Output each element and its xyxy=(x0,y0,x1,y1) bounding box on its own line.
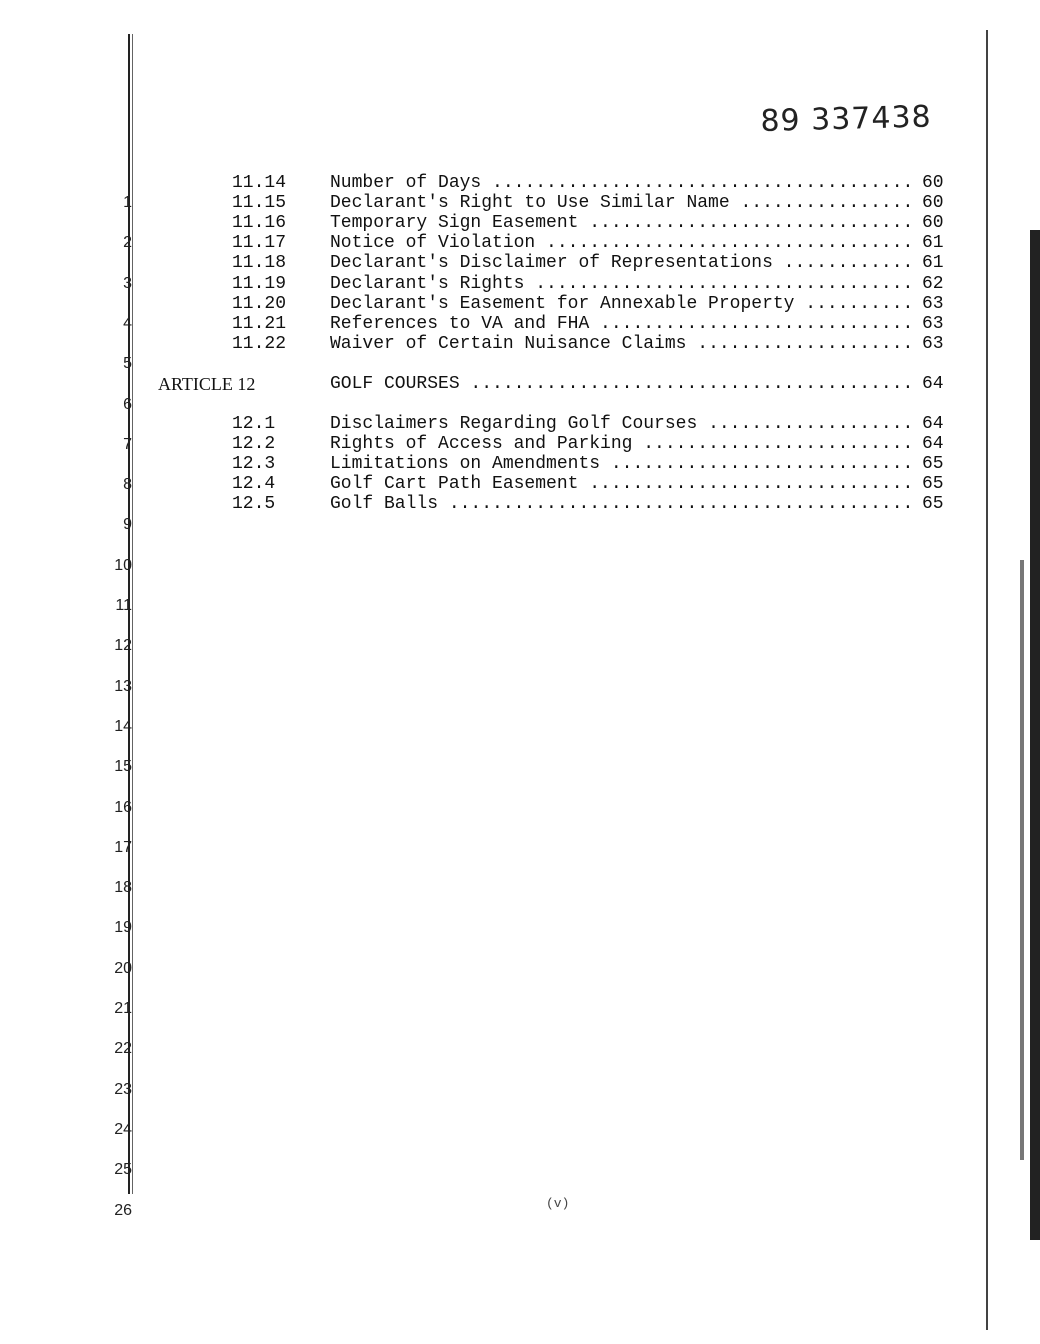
line-number: 14 xyxy=(114,717,132,735)
line-number: 22 xyxy=(114,1040,132,1058)
toc-entry-page: 64 xyxy=(922,414,944,434)
toc-entry-title: Disclaimers Regarding Golf Courses ..... xyxy=(330,414,914,434)
line-number: 12 xyxy=(114,637,132,655)
toc-entry-title: Notice of Violation ..... xyxy=(330,233,914,253)
toc-entry xyxy=(0,314,1040,334)
toc-entry-page: 60 xyxy=(922,213,944,234)
toc-entry-number: 11.22 xyxy=(232,333,287,354)
line-number: 1 xyxy=(123,194,132,211)
toc-entry-number: 12.1 xyxy=(232,414,276,434)
toc-entry xyxy=(0,434,1040,454)
toc-entry-title: Declarant's Disclaimer of Representations ..... xyxy=(330,253,914,273)
toc-entry-number: 11.19 xyxy=(232,273,287,294)
article-title: GOLF COURSES ..... xyxy=(330,374,914,394)
line-number: 5 xyxy=(123,355,132,373)
toc-entry xyxy=(0,294,1040,314)
toc-entry xyxy=(0,193,1040,213)
toc-entry-title: Limitations on Amendments ..... xyxy=(330,454,914,474)
toc-entry-page: 65 xyxy=(922,454,944,474)
line-number: 20 xyxy=(114,959,132,977)
toc-entry-page: 60 xyxy=(922,193,944,214)
line-number: 11 xyxy=(115,597,132,614)
line-number: 19 xyxy=(114,919,132,937)
toc-entry xyxy=(0,334,1040,354)
toc-entry-number: 11.17 xyxy=(232,233,287,254)
toc-entry xyxy=(0,474,1040,494)
toc-entry xyxy=(0,253,1040,273)
toc-entry xyxy=(0,494,1040,514)
toc-entry-page: 65 xyxy=(922,494,944,514)
toc-entry xyxy=(0,213,1040,233)
line-number: 10 xyxy=(114,556,132,574)
line-number: 24 xyxy=(114,1120,132,1138)
toc-entry-number: 11.21 xyxy=(232,313,287,334)
toc-entry-title: Declarant's Right to Use Similar Name ..... xyxy=(330,193,914,213)
toc-entry-title: Golf Cart Path Easement ..... xyxy=(330,474,914,494)
toc-entry xyxy=(0,173,1040,193)
toc-entry-page: 61 xyxy=(922,253,944,274)
line-number: 17 xyxy=(114,838,132,856)
toc-entry-title: Golf Balls ..... xyxy=(330,494,914,514)
toc-entry-title: Number of Days ..... xyxy=(330,173,914,193)
line-number: 16 xyxy=(114,798,132,816)
toc-entry-number: 12.3 xyxy=(232,454,276,474)
article-label: ARTICLE 12 xyxy=(158,374,256,394)
line-number: 3 xyxy=(123,274,132,292)
line-number: 18 xyxy=(114,879,132,897)
line-number: 6 xyxy=(123,395,132,413)
article-page: 64 xyxy=(922,374,944,394)
toc-entry-title: Declarant's Easement for Annexable Property ..... xyxy=(330,294,914,314)
toc-entry-number: 11.14 xyxy=(232,173,287,193)
footer-page-number: (v) xyxy=(546,1196,570,1211)
toc-entry-title: Declarant's Rights ..... xyxy=(330,274,914,294)
toc-entry xyxy=(0,454,1040,474)
line-number: 8 xyxy=(123,476,132,494)
document-number: 89 337438 xyxy=(760,99,933,139)
toc-entry xyxy=(0,414,1040,434)
line-number: 25 xyxy=(114,1161,132,1179)
line-number: 15 xyxy=(114,758,132,776)
line-number: 7 xyxy=(123,435,132,453)
line-number: 2 xyxy=(123,234,132,252)
line-number: 4 xyxy=(123,314,132,332)
line-number: 26 xyxy=(114,1201,132,1219)
toc-entry-number: 11.16 xyxy=(232,213,287,234)
toc-entry-title: Rights of Access and Parking ..... xyxy=(330,434,914,454)
toc-article-12 xyxy=(0,374,1040,394)
toc-entry-number: 12.2 xyxy=(232,434,276,454)
toc-entry-page: 65 xyxy=(922,474,944,494)
toc-entry xyxy=(0,274,1040,294)
toc-entry-page: 61 xyxy=(922,233,944,254)
toc-entry-title: Waiver of Certain Nuisance Claims ..... xyxy=(330,334,914,354)
toc-entry-page: 60 xyxy=(922,173,944,193)
toc-entry-page: 64 xyxy=(922,434,944,454)
toc-entry xyxy=(0,233,1040,253)
line-number: 21 xyxy=(114,1000,132,1017)
toc-entry-number: 11.20 xyxy=(232,293,287,314)
line-number: 13 xyxy=(114,677,132,695)
toc-entry-number: 12.4 xyxy=(232,474,276,494)
right-edge-scan-artifact-2 xyxy=(1020,560,1024,1160)
toc-entry-number: 12.5 xyxy=(232,494,276,514)
toc-entry-page: 63 xyxy=(922,333,944,354)
toc-entry-page: 63 xyxy=(922,313,944,334)
toc-entry-number: 11.18 xyxy=(232,253,287,274)
toc-entry-page: 62 xyxy=(922,273,944,294)
toc-entry-page: 63 xyxy=(922,293,944,314)
line-number: 9 xyxy=(123,516,132,534)
toc-entry-number: 11.15 xyxy=(232,193,287,214)
toc-entry-title: Temporary Sign Easement ..... xyxy=(330,213,914,233)
toc-entry-title: References to VA and FHA ..... xyxy=(330,314,914,334)
line-number: 23 xyxy=(114,1080,132,1098)
